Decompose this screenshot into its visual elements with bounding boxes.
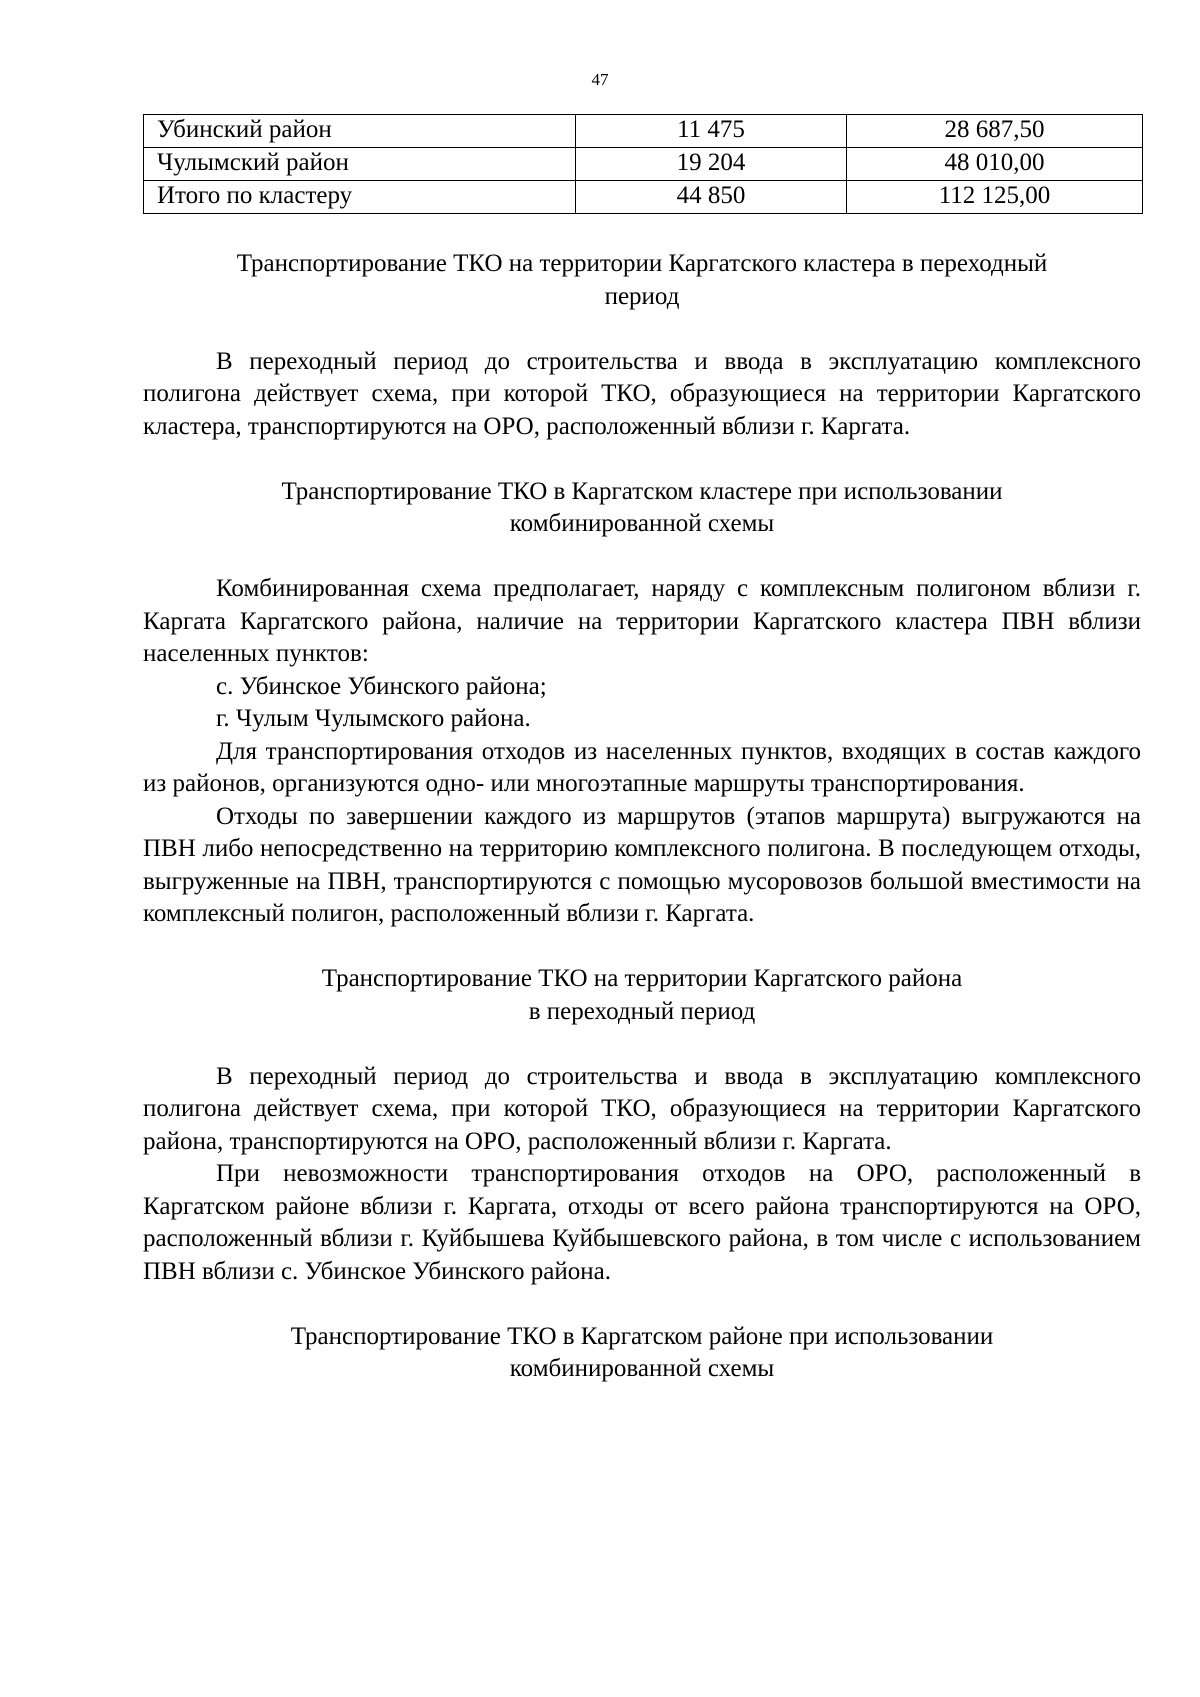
section-heading-line: комбинированной схемы [509, 510, 775, 537]
section-heading-line: Транспортирование ТКО в Каргатском районе при использовании [290, 1322, 994, 1350]
paragraph: В переходный период до строительства и ввода в эксплуатацию комплексного полигона действует схема, при которой ТКО, образующиеся на территории Каргатского района, транспортируются на ОРО, расположенный вблизи г. Каргата. [143, 1062, 1141, 1155]
list-item: г. Чулым Чулымского района. [216, 705, 531, 732]
paragraph: Для транспортирования отходов из населенных пунктов, входящих в состав каждого из районов, организуются одно- или многоэтапные маршруты транспортирования. [143, 737, 1141, 797]
table-cell-value: 48 010,00 [847, 148, 1143, 181]
section-heading-line: комбинированной схемы [509, 1355, 775, 1382]
paragraph: Отходы по завершении каждого из маршрутов (этапов маршрута) выгружаются на ПВН либо непосредственно на территорию комплексного полигона. В последующем отходы, выгруженные на ПВН, транспортируются с помощью мусоровозов большой вместимости на комплексный полигон, расположенный вблизи г. Каргата. [143, 802, 1141, 927]
table-cell-district: Итого по кластеру [144, 181, 576, 214]
list-item: с. Убинское Убинского района; [216, 672, 547, 700]
section-heading-line: Транспортирование ТКО на территории Каргатского района [321, 965, 963, 992]
table-cell-value: 112 125,00 [847, 181, 1143, 214]
table-row [144, 115, 1143, 148]
table-cell-district: Убинский район [144, 115, 576, 148]
section-heading-line: Транспортирование ТКО на территории Каргатского кластера в переходный [236, 250, 1048, 277]
summary-table [143, 114, 1143, 214]
section-heading [143, 476, 1141, 541]
document-body [143, 248, 1141, 1386]
paragraph: При невозможности транспортирования отходов на ОРО, расположенный в Каргатском районе вблизи г. Каргата, отходы от всего района транспортируются на ОРО, расположенный вблизи г. Куйбышева Куйбышевского района, в том числе с использованием ПВН вблизи с. Убинское Убинского района. [143, 1160, 1141, 1285]
paragraph: Комбинированная схема предполагает, наряду с комплексным полигоном вблизи г. Каргата Каргатского района, наличие на территории Каргатского кластера ПВН вблизи населенных пунктов: [143, 575, 1141, 667]
table-cell-count: 11 475 [576, 115, 847, 148]
paragraph: В переходный период до строительства и ввода в эксплуатацию комплексного полигона действует схема, при которой ТКО, образующиеся на территории Каргатского кластера, транспортируются на ОРО, расположенный вблизи г. Каргата. [143, 347, 1141, 440]
section-heading [143, 1321, 1141, 1386]
table-row [144, 148, 1143, 181]
section-heading-line: в переходный период [528, 997, 756, 1025]
table-cell-district: Чулымский район [144, 148, 576, 181]
table-row-total [144, 181, 1143, 214]
section-heading-line: период [604, 282, 680, 310]
section-heading [143, 963, 1141, 1028]
page-number: 47 [591, 70, 609, 89]
table-cell-value: 28 687,50 [847, 115, 1143, 148]
table-cell-count: 19 204 [576, 148, 847, 181]
section-heading-line: Транспортирование ТКО в Каргатском кластере при использовании [281, 477, 1003, 505]
table-cell-count: 44 850 [576, 181, 847, 214]
section-heading [143, 248, 1141, 313]
